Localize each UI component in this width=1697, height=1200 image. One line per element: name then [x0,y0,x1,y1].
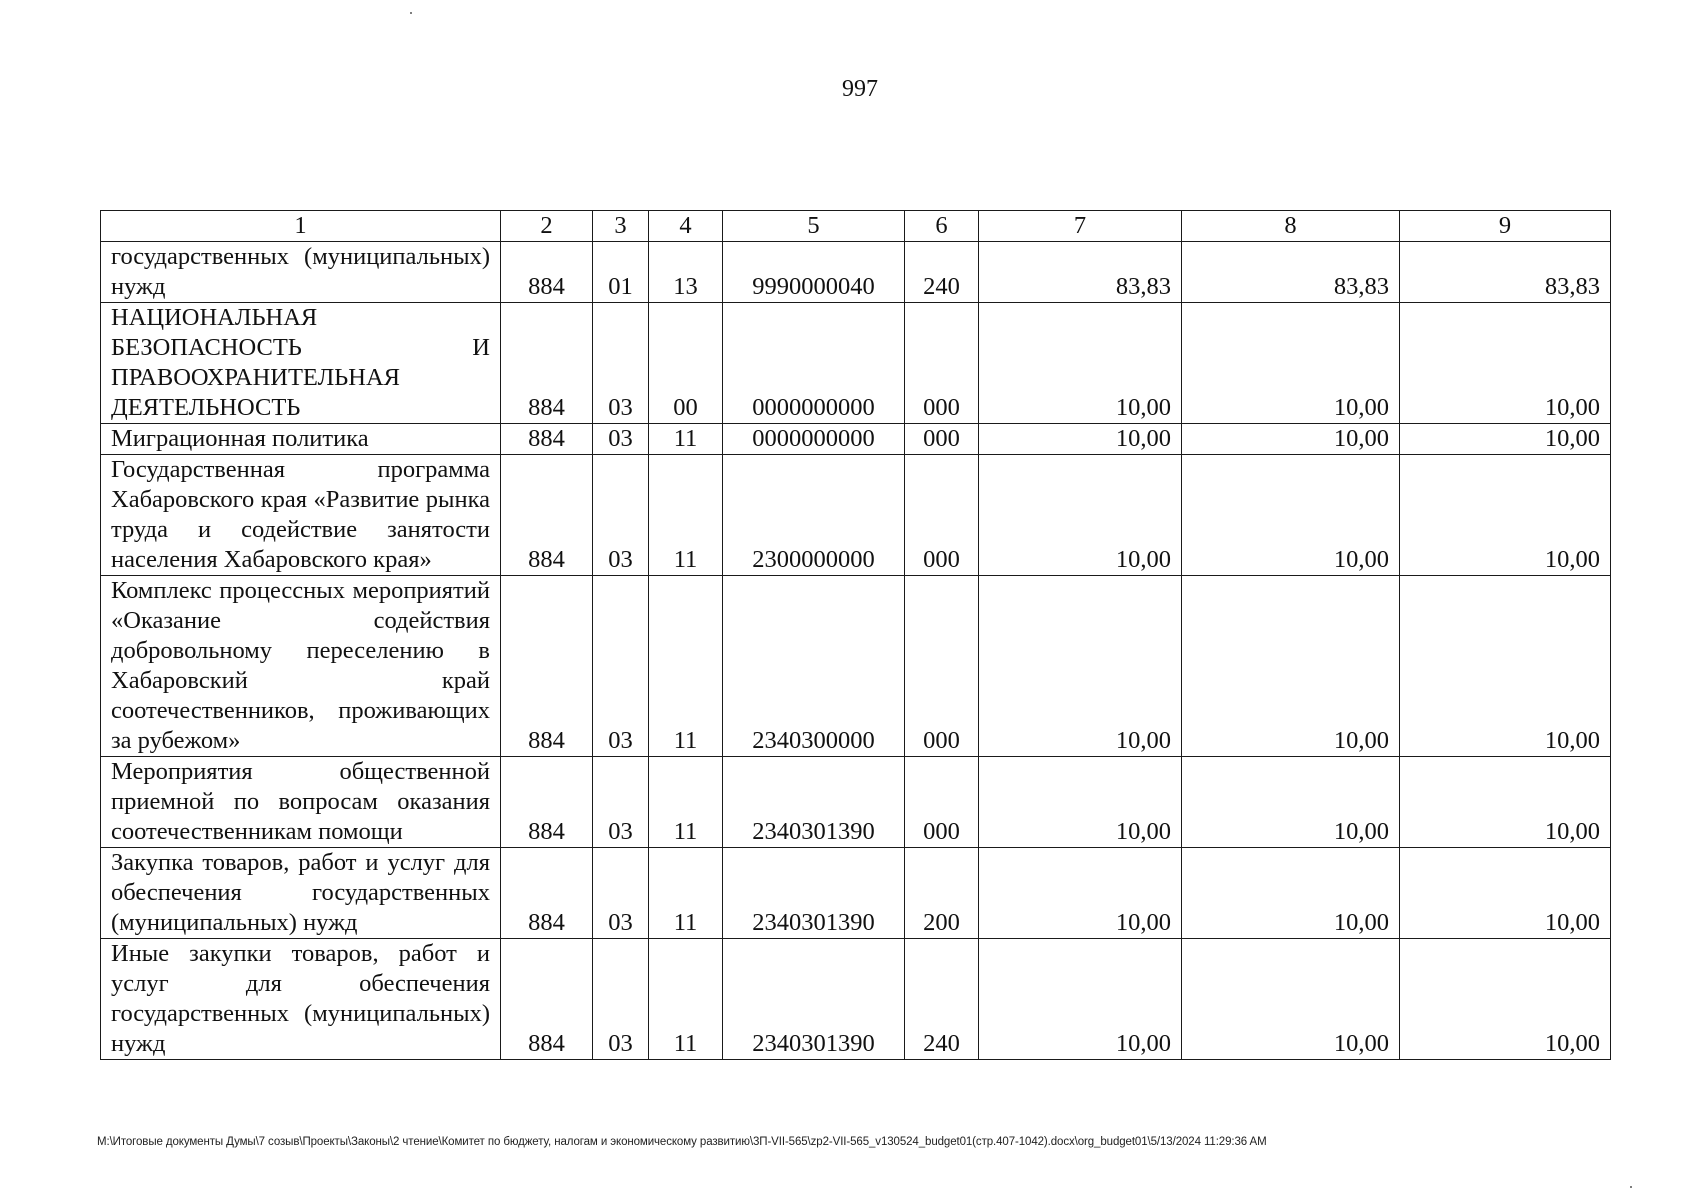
cell-col3: 03 [593,939,649,1060]
row-name: Комплекс процессных мероприятий «Оказание содействия добровольному переселению в Хабаровский край соотечественников, проживающих за рубежом» [101,576,501,757]
cell-col8: 10,00 [1182,576,1400,757]
cell-col8: 10,00 [1182,939,1400,1060]
cell-col4: 11 [649,757,723,848]
cell-col7: 10,00 [979,939,1182,1060]
cell-col8: 83,83 [1182,242,1400,303]
cell-col5: 2300000000 [723,455,905,576]
column-header-2: 2 [501,211,593,242]
table-row [101,424,1611,455]
column-header-3: 3 [593,211,649,242]
cell-col4: 11 [649,939,723,1060]
cell-col5: 2340301390 [723,848,905,939]
cell-col7: 83,83 [979,242,1182,303]
cell-col7: 10,00 [979,455,1182,576]
cell-col9: 83,83 [1400,242,1611,303]
cell-col6: 000 [905,424,979,455]
cell-col8: 10,00 [1182,757,1400,848]
cell-col3: 03 [593,848,649,939]
cell-col3: 01 [593,242,649,303]
column-header-8: 8 [1182,211,1400,242]
cell-col7: 10,00 [979,424,1182,455]
cell-col7: 10,00 [979,848,1182,939]
cell-col2: 884 [501,939,593,1060]
scan-speck [410,12,412,14]
column-header-6: 6 [905,211,979,242]
row-name: Государственная программа Хабаровского края «Развитие рынка труда и содействие занятости населения Хабаровского края» [101,455,501,576]
cell-col6: 000 [905,757,979,848]
cell-col5: 0000000000 [723,424,905,455]
table-header-row [101,211,1611,242]
cell-col4: 00 [649,303,723,424]
cell-col3: 03 [593,576,649,757]
cell-col9: 10,00 [1400,939,1611,1060]
cell-col5: 0000000000 [723,303,905,424]
cell-col9: 10,00 [1400,848,1611,939]
cell-col6: 240 [905,242,979,303]
table-row [101,757,1611,848]
cell-col2: 884 [501,242,593,303]
cell-col5: 2340301390 [723,757,905,848]
cell-col6: 000 [905,455,979,576]
row-name: Закупка товаров, работ и услуг для обеспечения государственных (муниципальных) нужд [101,848,501,939]
cell-col6: 000 [905,576,979,757]
cell-col3: 03 [593,424,649,455]
file-path-footer: M:\Итоговые документы Думы\7 созыв\Проекты\Законы\2 чтение\Комитет по бюджету, налогам и экономическому развитию\3П-VII-565\zp2-VII-565_v130524_budget01(стр.407-1042).docx\org_budget01\5/13/2024 11:29:36 AM [97,1136,1267,1148]
table-row [101,848,1611,939]
row-name: Миграционная политика [101,424,501,455]
cell-col5: 2340301390 [723,939,905,1060]
cell-col2: 884 [501,303,593,424]
row-name: государственных (муниципальных) нужд [101,242,501,303]
cell-col7: 10,00 [979,303,1182,424]
cell-col9: 10,00 [1400,303,1611,424]
table-row [101,303,1611,424]
cell-col5: 2340300000 [723,576,905,757]
cell-col2: 884 [501,757,593,848]
column-header-9: 9 [1400,211,1611,242]
cell-col9: 10,00 [1400,455,1611,576]
row-name: Иные закупки товаров, работ и услуг для обеспечения государственных (муниципальных) нужд [101,939,501,1060]
cell-col7: 10,00 [979,576,1182,757]
cell-col8: 10,00 [1182,848,1400,939]
budget-table [100,210,1611,1060]
column-header-5: 5 [723,211,905,242]
cell-col6: 240 [905,939,979,1060]
cell-col9: 10,00 [1400,424,1611,455]
cell-col9: 10,00 [1400,576,1611,757]
cell-col4: 11 [649,576,723,757]
cell-col2: 884 [501,576,593,757]
cell-col4: 11 [649,424,723,455]
cell-col2: 884 [501,848,593,939]
cell-col9: 10,00 [1400,757,1611,848]
table-row [101,455,1611,576]
table-row [101,242,1611,303]
cell-col2: 884 [501,455,593,576]
cell-col8: 10,00 [1182,424,1400,455]
cell-col8: 10,00 [1182,455,1400,576]
row-name: НАЦИОНАЛЬНАЯ БЕЗОПАСНОСТЬ И ПРАВООХРАНИТЕЛЬНАЯ ДЕЯТЕЛЬНОСТЬ [101,303,501,424]
column-header-1: 1 [101,211,501,242]
row-name: Мероприятия общественной приемной по вопросам оказания соотечественникам помощи [101,757,501,848]
cell-col3: 03 [593,303,649,424]
cell-col3: 03 [593,455,649,576]
cell-col4: 11 [649,455,723,576]
column-header-7: 7 [979,211,1182,242]
table-row [101,576,1611,757]
cell-col4: 13 [649,242,723,303]
scan-speck [1630,1186,1632,1188]
cell-col3: 03 [593,757,649,848]
cell-col8: 10,00 [1182,303,1400,424]
column-header-4: 4 [649,211,723,242]
table-row [101,939,1611,1060]
cell-col2: 884 [501,424,593,455]
cell-col6: 200 [905,848,979,939]
cell-col5: 9990000040 [723,242,905,303]
cell-col6: 000 [905,303,979,424]
cell-col4: 11 [649,848,723,939]
page-number: 997 [842,76,878,102]
cell-col7: 10,00 [979,757,1182,848]
